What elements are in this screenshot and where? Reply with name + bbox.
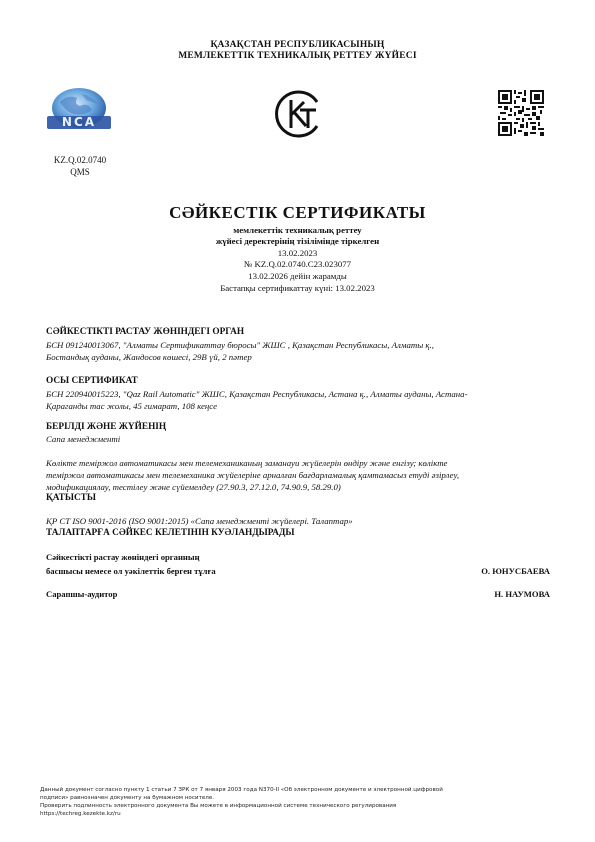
scope-line-3: модификациялау, тестілеу және сүйемелдеу (27.90.3, 27.12.0, 74.90.9, 58.29.0) <box>46 482 341 492</box>
signatory-title-line-1: Сәйкестікті растау жөніндегі органның <box>46 552 200 562</box>
certificate-number: № KZ.Q.02.0740.C23.023077 <box>243 259 352 269</box>
certificate-heading: ОСЫ СЕРТИФИКАТ <box>46 376 138 386</box>
certificate-title: СӘЙКЕСТІК СЕРТИФИКАТЫ <box>169 203 426 222</box>
signatory-title-line-2: басшысы немесе ол уәкілеттік берген тұлға <box>46 566 216 576</box>
standard-text: ҚР СТ ISO 9001-2016 (ISO 9001:2015) «Сапа менеджменті жүйелері. Талаптар» <box>46 516 353 526</box>
requirements-heading: ТАЛАПТАРҒА СӘЙКЕС КЕЛЕТІНІН КУӘЛАНДЫРАДЫ <box>46 528 295 538</box>
subtitle-date: 13.02.2023 <box>277 248 318 258</box>
organ-details-line-2: Бостандық ауданы, Жандосов көшесі, 29В үй, 2 пәтер <box>46 352 252 362</box>
registration-code: KZ.Q.02.0740 <box>53 155 107 165</box>
footer-line-3: Проверить подлинность электронного документа Вы можете в информационной системе технического регулирования <box>40 803 397 809</box>
first-certification-date: Бастапқы сертификаттау күні: 13.02.2023 <box>220 283 375 293</box>
nca-globe-logo-icon <box>44 86 114 136</box>
footer-link[interactable]: https://techreg.kezekte.kz/ru <box>40 811 121 817</box>
subtitle-line-2: жүйесі деректерінің тізілімінде тіркелген <box>215 236 380 246</box>
kz-conformity-mark-icon <box>272 88 324 140</box>
organ-details-line-1: БСН 091240013067, "Алматы Сертификаттау бюросы" ЖШС , Қазақстан Республикасы, Алматы қ., <box>46 340 434 350</box>
signatory-name: О. ЮНУСБАЕВА <box>481 566 550 576</box>
organ-heading: СӘЙКЕСТІКТІ РАСТАУ ЖӨНІНДЕГІ ОРГАН <box>46 327 245 337</box>
auditor-name: Н. НАУМОВА <box>494 589 550 599</box>
header-line-1: ҚАЗАҚСТАН РЕСПУБЛИКАСЫНЫҢ <box>210 40 385 50</box>
registration-scheme: QMS <box>70 167 90 177</box>
scope-line-1: Көлікте теміржол автоматикасы мен телемеханиканың заманауи жүйелерін өндіру және енгізу; көлікте <box>46 458 448 468</box>
system-text: Сапа менеджменті <box>46 434 121 444</box>
holder-details-line-2: Қараганды тас жолы, 45 гимарат, 108 кеңсе <box>46 401 217 411</box>
nca-logo-text: NCA <box>61 115 97 129</box>
valid-until: 13.02.2026 дейін жарамды <box>248 271 347 281</box>
subtitle-line-1: мемлекеттік техникалық реттеу <box>233 225 362 235</box>
footer-line-2: подписи» равнозначен документу на бумажном носителе. <box>40 795 215 801</box>
holder-details-line-1: БСН 220940015223, "Qaz Rail Automatic" ЖШС, Қазақстан Республикасы, Астана қ., Алматы ауданы, Астана- <box>46 389 468 399</box>
footer-line-1: Данный документ согласно пункту 1 статьи 7 ЗРК от 7 января 2003 года N370-II «Об электронном документе и электронной цифровой <box>40 787 443 793</box>
qr-code-icon <box>498 90 544 136</box>
auditor-label: Сарапшы-аудитор <box>46 589 118 599</box>
relation-heading: ҚАТЫСТЫ <box>46 493 97 503</box>
header-line-2: МЕМЛЕКЕТТІК ТЕХНИКАЛЫҚ РЕТТЕУ ЖҮЙЕСІ <box>178 51 417 61</box>
scope-line-2: теміржол автоматикасы мен телемеханика жүйелеріне арналған бағдарламалық қамтамасыз етуді әзірлеу, <box>46 470 460 480</box>
system-heading: БЕРІЛДІ ЖӘНЕ ЖҮЙЕНІҢ <box>46 422 167 432</box>
